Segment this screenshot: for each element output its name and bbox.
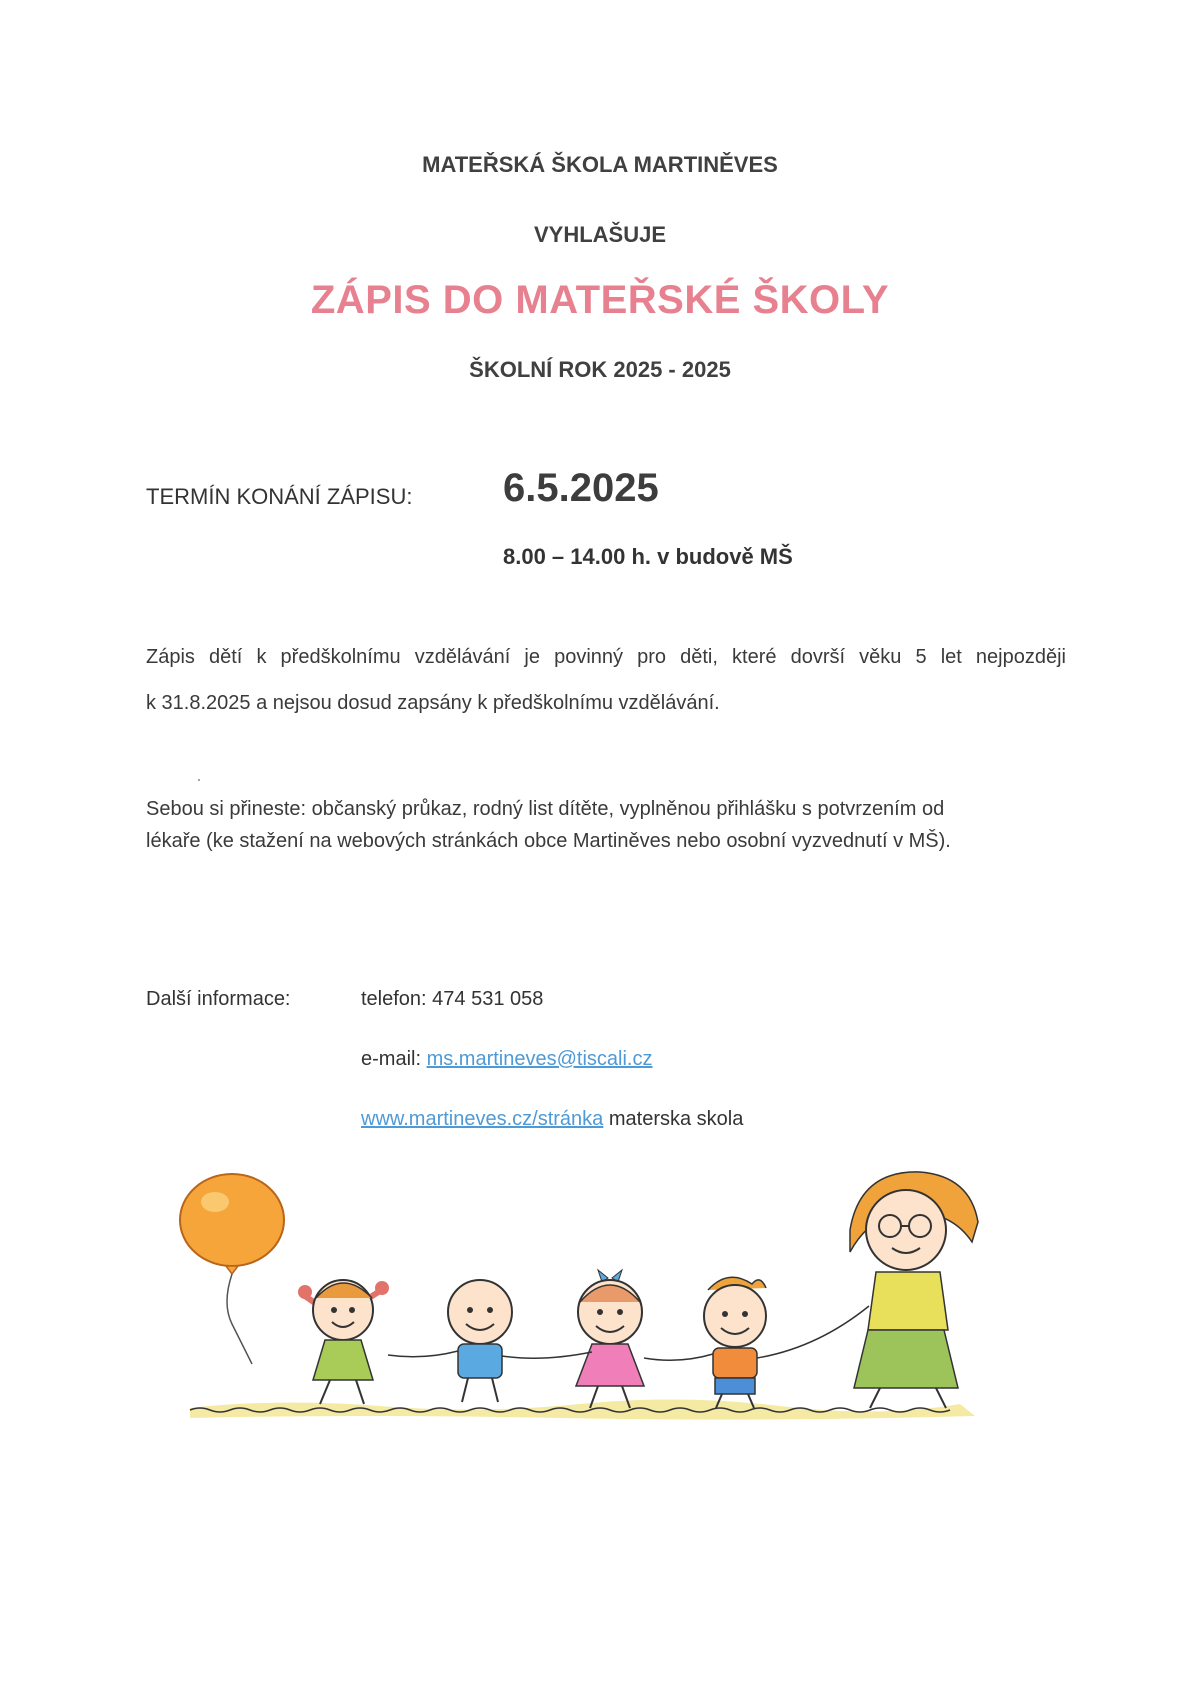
girl-green-dress-icon <box>298 1280 389 1404</box>
scan-speck <box>198 779 200 781</box>
documents-paragraph-line-2: lékaře (ke stažení na webových stránkách obce Martiněves nebo osobní vyzvednutí v MŠ). <box>146 830 951 852</box>
school-year: ŠKOLNÍ ROK 2025 - 2025 <box>469 357 731 382</box>
term-time: 8.00 – 14.00 h. v budově MŠ <box>503 544 793 569</box>
obligation-paragraph-line-2: k 31.8.2025 a nejsou dosud zapsány k předškolnímu vzdělávání. <box>146 692 720 714</box>
email-prefix: e-mail: <box>361 1048 427 1070</box>
web-line <box>361 1108 743 1131</box>
announces-heading: VYHLAŠUJE <box>533 222 667 247</box>
website-suffix: materska skola <box>603 1108 744 1130</box>
balloon-icon <box>180 1174 284 1364</box>
info-label: Další informace: <box>146 988 291 1010</box>
term-label: TERMÍN KONÁNÍ ZÁPISU: <box>146 484 413 509</box>
obligation-paragraph-line-1: Zápis dětí k předškolnímu vzdělávání je povinný pro děti, které dovrší věku 5 let nejpozději <box>146 646 1066 668</box>
boy-orange-shirt-icon <box>644 1277 766 1408</box>
documents-paragraph-line-1: Sebou si přineste: občanský průkaz, rodný list dítěte, vyplněnou přihlášku s potvrzením od <box>146 798 945 820</box>
teacher-icon <box>757 1172 978 1408</box>
email-link[interactable]: ms.martineves@tiscali.cz <box>426 1048 653 1070</box>
page-title: ZÁPIS DO MATEŘSKÉ ŠKOLY <box>310 278 890 322</box>
email-line <box>361 1048 652 1071</box>
girl-pink-dress-icon <box>502 1270 644 1408</box>
school-name: MATEŘSKÁ ŠKOLA MARTINĚVES <box>422 152 778 177</box>
ground-strip <box>190 1399 975 1419</box>
boy-blue-shirt-icon <box>388 1280 512 1402</box>
children-with-teacher-illustration <box>160 1160 1060 1430</box>
phone-line: telefon: 474 531 058 <box>361 988 544 1010</box>
website-link[interactable]: www.martineves.cz/stránka <box>361 1108 604 1130</box>
term-date: 6.5.2025 <box>503 466 659 510</box>
